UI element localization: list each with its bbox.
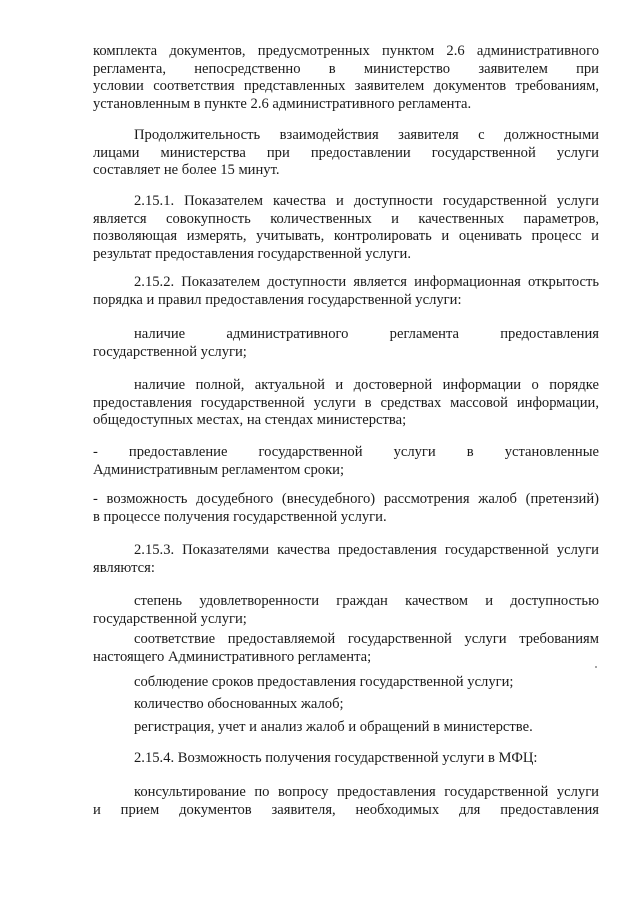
text-line: условии соответствия представленных заявителем документов требованиям, — [93, 78, 599, 95]
text-line: 2.15.1. Показателем качества и доступности государственной услуги — [134, 193, 599, 209]
list-item-deadlines — [93, 444, 599, 479]
text-line: наличие административного регламента предоставления — [134, 326, 599, 342]
text-line: регистрация, учет и анализ жалоб и обращений в министерстве. — [134, 719, 533, 735]
text-line: 2.15.2. Показателем доступности является информационная открытость — [134, 274, 599, 290]
text-line: комплекта документов, предусмотренных пунктом 2.6 административного — [93, 43, 599, 59]
list-item-consultation — [93, 784, 599, 819]
text-line: регламента, непосредственно в министерство заявителем при — [93, 60, 599, 77]
paragraph-intro — [93, 43, 599, 113]
text-line: соответствие предоставляемой государственной услуги требованиям — [134, 631, 599, 647]
list-item-admin-regulation — [93, 326, 599, 361]
text-line: настоящего Административного регламента; — [93, 648, 372, 665]
text-line: 2.15.4. Возможность получения государственной услуги в МФЦ: — [134, 750, 538, 766]
list-item-complaints — [93, 696, 599, 714]
paragraph-2-15-3 — [93, 542, 599, 577]
text-line: степень удовлетворенности граждан качеством и доступностью — [134, 593, 599, 609]
paragraph-2-15-1 — [93, 193, 599, 263]
list-item-satisfaction — [93, 593, 599, 628]
text-line: государственной услуги; — [93, 610, 247, 627]
paragraph-2-15-4 — [93, 750, 599, 768]
text-line: Продолжительность взаимодействия заявителя с должностными — [134, 127, 599, 143]
text-line: консультирование по вопросу предоставления государственной услуги — [134, 784, 599, 800]
text-line: соблюдение сроков предоставления государственной услуги; — [134, 674, 514, 690]
text-line: порядка и правил предоставления государственной услуги: — [93, 291, 462, 308]
text-line: результат предоставления государственной услуги. — [93, 245, 412, 262]
text-line: наличие полной, актуальной и достоверной информации о порядке — [134, 377, 599, 393]
list-item-compliance — [93, 631, 599, 666]
text-line: являются: — [93, 559, 155, 576]
text-line: Административным регламентом сроки; — [93, 461, 345, 478]
list-item-appeal — [93, 491, 599, 526]
text-line: является совокупность количественных и качественных параметров, — [93, 210, 599, 227]
text-line: - предоставление государственной услуги в установленные — [93, 444, 599, 460]
list-item-registration — [93, 719, 599, 737]
paragraph-duration — [93, 127, 599, 180]
text-line: составляет не более 15 минут. — [93, 162, 280, 179]
scan-speck — [595, 666, 597, 668]
text-line: позволяющая измерять, учитывать, контролировать и оценивать процесс и — [93, 228, 599, 245]
list-item-information — [93, 377, 599, 430]
text-line: лицами министерства при предоставлении государственной услуги — [93, 144, 599, 161]
text-line: государственной услуги; — [93, 343, 247, 360]
text-line: в процессе получения государственной услуги. — [93, 508, 387, 525]
paragraph-2-15-2 — [93, 274, 599, 309]
text-line: и прием документов заявителя, необходимых для предоставления — [93, 801, 599, 818]
text-line: 2.15.3. Показателями качества предоставления государственной услуги — [134, 542, 599, 558]
text-line: предоставления государственной услуги в средствах массовой информации, — [93, 394, 599, 411]
text-line: установленным в пункте 2.6 административного регламента. — [93, 95, 472, 112]
text-line: - возможность досудебного (внесудебного) рассмотрения жалоб (претензий) — [93, 491, 599, 507]
text-line: общедоступных местах, на стендах министерства; — [93, 412, 407, 429]
list-item-terms — [93, 674, 599, 692]
text-line: количество обоснованных жалоб; — [134, 696, 344, 712]
